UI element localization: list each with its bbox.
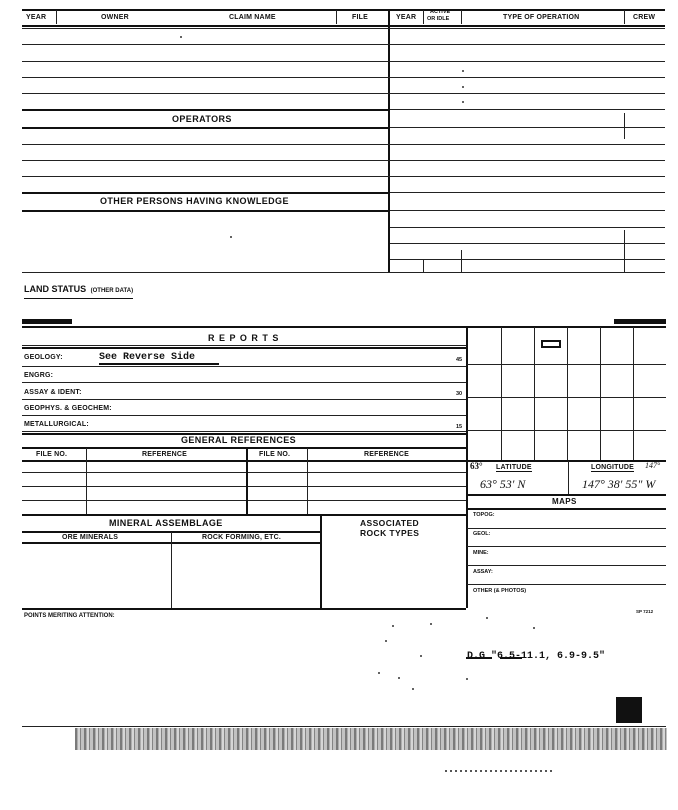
maps-other: OTHER (& PHOTOS) (473, 588, 527, 594)
maps-title: MAPS (552, 497, 577, 506)
land-status (24, 279, 133, 299)
reports-top-border (22, 326, 666, 328)
maps-mine: MINE: (473, 550, 489, 556)
land-status-note: (OTHER DATA) (90, 288, 134, 294)
ore-minerals-header: ORE MINERALS (62, 534, 119, 541)
latitude-prefix: 63° (470, 461, 483, 471)
longitude-suffix: 147° (645, 461, 661, 470)
assay-num: 30 (456, 391, 463, 397)
reference-header-2: REFERENCE (364, 451, 409, 458)
typed-note: D.G "6.5-11.1, 6.9-9.5" (467, 651, 606, 662)
location-marker (541, 340, 561, 348)
maps-topog: TOPOG: (473, 512, 495, 518)
metallurgical-num: 15 (456, 424, 463, 430)
maps-assay: ASSAY: (473, 569, 493, 575)
assay-label: ASSAY & IDENT: (24, 389, 82, 396)
other-persons-label: OTHER PERSONS HAVING KNOWLEDGE (100, 196, 289, 206)
reference-header-1: REFERENCE (142, 451, 187, 458)
maps-geol: GEOL: (473, 531, 491, 537)
top-border (22, 9, 665, 11)
type-of-operation-header: TYPE OF OPERATION (503, 14, 580, 21)
claim-name-header: CLAIM NAME (229, 14, 276, 21)
land-status-label: LAND STATUS (24, 284, 87, 294)
longitude-value: 147° 38' 55" W (582, 477, 656, 491)
file-header: FILE (352, 14, 368, 21)
rock-types-label: ROCK TYPES (360, 528, 420, 538)
scan-noise-band (75, 728, 667, 750)
file-no-header-2: FILE NO. (259, 451, 291, 458)
year-header: YEAR (26, 14, 47, 21)
active-header-2: OR IDLE (427, 16, 450, 22)
right-bar-mark (614, 319, 666, 324)
operators-label: OPERATORS (172, 114, 232, 124)
geophys-label: GEOPHYS. & GEOCHEM: (24, 405, 112, 412)
latitude-label: LATITUDE (496, 464, 532, 471)
points-meriting-attention: POINTS MERITING ATTENTION: (24, 613, 115, 619)
scan-noise-dots (445, 770, 555, 772)
associated-label: ASSOCIATED (360, 518, 420, 528)
engrg-label: ENGRG: (24, 372, 54, 379)
crew-header: CREW (633, 14, 656, 21)
active-header-1: ACTIVE (430, 9, 451, 15)
rock-forming-header: ROCK FORMING, ETC. (202, 534, 282, 541)
geology-value: See Reverse Side (99, 353, 219, 365)
geology-label: GEOLOGY: (24, 354, 63, 361)
longitude-label: LONGITUDE (591, 464, 635, 471)
latitude-value: 63° 53' N (480, 477, 526, 491)
mineral-assemblage-title: MINERAL ASSEMBLAGE (109, 518, 223, 528)
general-references-title: GENERAL REFERENCES (181, 435, 297, 445)
year2-header: YEAR (396, 14, 417, 21)
form-number: SP 7212 (636, 609, 654, 614)
registration-mark (616, 697, 642, 723)
left-bar-mark (22, 319, 72, 324)
file-no-header-1: FILE NO. (36, 451, 68, 458)
center-divider (388, 10, 390, 272)
owner-header: OWNER (101, 14, 129, 21)
geology-num: 45 (456, 357, 463, 363)
bottom-rule (22, 726, 666, 727)
reports-title: R E P O R T S (208, 333, 280, 343)
metallurgical-label: METALLURGICAL: (24, 421, 89, 428)
